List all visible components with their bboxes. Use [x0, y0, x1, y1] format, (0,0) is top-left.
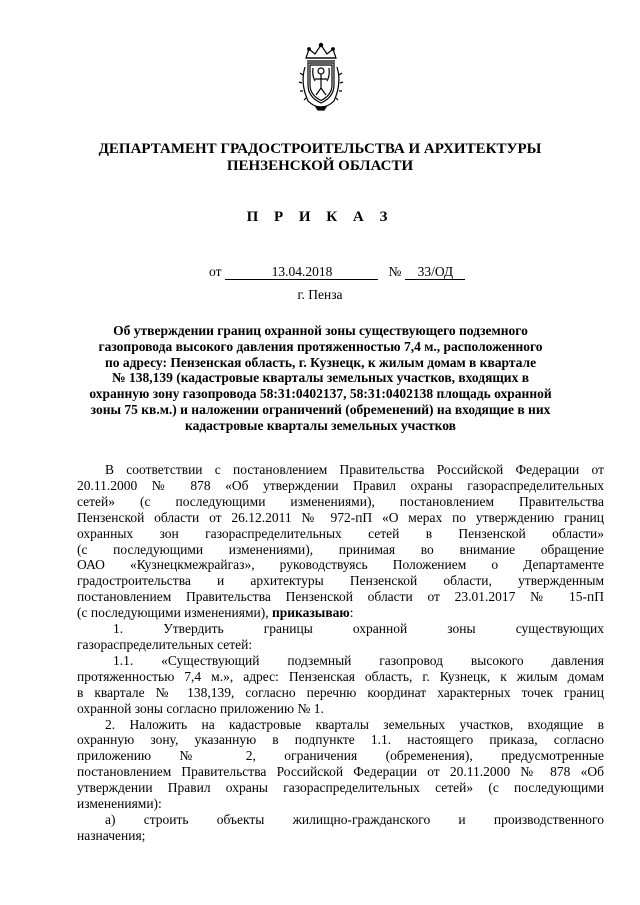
- body-line: охранной зоны согласно приложению № 1.: [77, 700, 324, 716]
- body-line: постановлением Правительства Российской Федерации от 20.11.2000 № 878 «Об: [77, 764, 604, 780]
- body-line-decree: [77, 605, 604, 621]
- subject-line: кадастровые кварталы земельных участков: [185, 417, 456, 433]
- body-line: охранную зону, указанную в подпункте 1.1. настоящего приказа, согласно: [77, 732, 604, 748]
- body-line: протяженностью 7,4 м.», адрес: Пензенская область, г. Кузнецк, к жилым домам: [77, 668, 604, 684]
- item-2: 2. Наложить на кадастровые кварталы земельных участков, входящие в: [105, 716, 604, 732]
- number-label: №: [388, 264, 402, 279]
- subject-line: Об утверждении границ охранной зоны существующего подземного: [113, 323, 528, 338]
- body-line: сетей» (с последующими изменениями), постановлением Правительства: [77, 493, 604, 509]
- subject-line: зоны 75 кв.м.) и наложении ограничений (обременений) на входящие в них: [90, 401, 551, 417]
- body-line: изменениями):: [77, 796, 162, 812]
- body-line: приложению № 2, ограничения (обременения), предусмотренные: [77, 748, 604, 764]
- body-line: охранных зон газораспределительных сетей в Пензенской области»: [77, 525, 604, 541]
- department-line-1: ДЕПАРТАМЕНТ ГРАДОСТРОИТЕЛЬСТВА И АРХИТЕКТУРЫ: [98, 141, 542, 157]
- department-name: [60, 141, 580, 175]
- body-line: в квартале № 138,139, согласно перечню координат характерных точек границ: [77, 684, 604, 700]
- subject-line: по адресу: Пензенская область, г. Кузнецк, к жилым домам в квартале: [104, 354, 537, 370]
- penza-region-coat-of-arms-icon: [296, 41, 346, 111]
- subject-line: газопровода высокого давления протяженностью 7,4 м., расположенного: [98, 338, 543, 354]
- decree-colon: :: [349, 605, 354, 621]
- body-line: В соответствии с постановлением Правительства Российской Федерации от: [105, 462, 604, 477]
- body-line: постановлением Правительства Пензенской области от 23.01.2017 № 15-пП: [77, 589, 604, 605]
- item-1-1: 1.1. «Существующий подземный газопровод высокого давления: [113, 652, 604, 668]
- document-title: П Р И К А З: [246, 209, 394, 225]
- body-line: ОАО «Кузнецкмежрайгаз», руководствуясь Положением о Департаменте: [77, 557, 604, 573]
- decree-keyword: приказываю: [271, 605, 350, 621]
- order-date: 13.04.2018: [225, 265, 378, 280]
- item-1: 1. Утвердить границы охранной зоны существующих: [113, 621, 604, 637]
- item-2-a: а) строить объекты жилищно-гражданского и производственного: [105, 811, 604, 827]
- body-line: (с последующими изменениями), принимая во внимание обращение: [77, 541, 604, 557]
- body-line: газораспределительных сетей:: [77, 636, 253, 652]
- subject-line: № 138,139 (кадастровые кварталы земельных участков, входящих в: [112, 370, 529, 386]
- department-line-2: ПЕНЗЕНСКОЙ ОБЛАСТИ: [226, 158, 414, 174]
- body-line: градостроительства и архитектуры Пензенской области, утвержденным: [77, 573, 604, 589]
- order-date-number-line: [209, 264, 465, 280]
- body-line: утверждении Правил охраны газораспределительных сетей» (с последующими: [77, 780, 604, 796]
- order-body: [77, 462, 604, 844]
- order-subject: [84, 323, 557, 434]
- subject-line: охранную зону газопровода 58:31:0402137, 58:31:0402138 площадь охранной: [89, 386, 552, 402]
- decree-prefix: (с последующими изменениями),: [77, 605, 272, 621]
- body-line: назначения;: [77, 827, 146, 843]
- date-label: от: [209, 264, 222, 279]
- body-line: 20.11.2000 № 878 «Об утверждении Правил охраны газораспределительных: [77, 477, 604, 493]
- body-line: Пензенской области от 26.12.2011 № 972-пП «О мерах по утверждению границ: [77, 509, 604, 525]
- city: г. Пенза: [297, 287, 343, 302]
- order-number: 33/ОД: [405, 265, 465, 280]
